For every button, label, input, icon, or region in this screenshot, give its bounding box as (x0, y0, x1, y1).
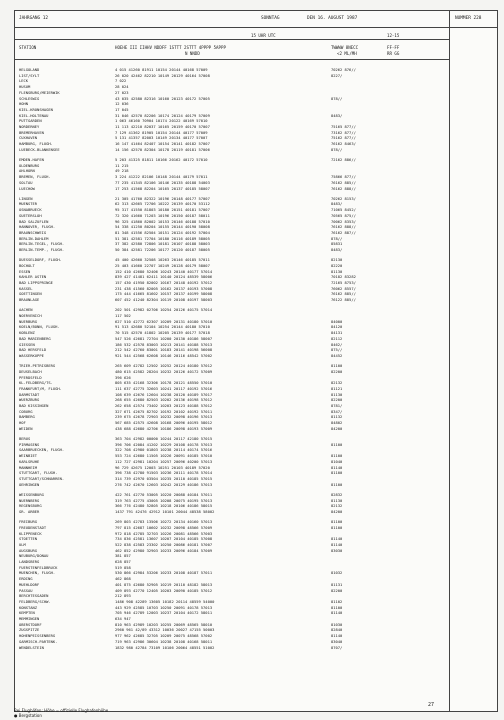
station-name: AUGSBURG (19, 548, 38, 553)
period-label: 12-15 (387, 33, 400, 38)
station-name: CUXHAVEN (19, 136, 38, 141)
synop-codes: 401 875 42680 52905 10219 20110 48182 58013 (115, 582, 213, 587)
station-name: KARLSRUHE (19, 459, 40, 464)
report-header (15, 11, 497, 28)
synop-codes: 396 738 42780 91503 10236 20111 40178 57014 (115, 471, 213, 476)
station-name: ULM (19, 542, 26, 547)
synop-codes: 1832 980 42784 73109 10106 20064 48551 51002 (115, 645, 215, 650)
station-name: BAD LIPPSPRINGE (19, 281, 53, 285)
synop-codes: 43 035 42580 82316 10160 20123 40172 57005 (115, 96, 210, 101)
weather-groups: 82132 (331, 381, 343, 386)
weather-groups: 76162 885// (331, 292, 356, 297)
station-name: GOETTINGEN (19, 292, 42, 297)
synop-codes: 14 156 42570 82304 10178 20119 40181 57006 (115, 147, 210, 152)
col-codes-subheader: N NNDD (185, 51, 200, 56)
synop-codes: 26 020 42462 82210 10149 20129 40164 57008 (115, 73, 210, 78)
station-name: KONSTANZ (19, 605, 38, 610)
weather-groups: 81131 (331, 582, 343, 587)
station-name: WASSERKUPPE (19, 353, 44, 358)
station-name: WEIDEN (19, 426, 33, 431)
legend-mountain-note: ● Bergstation (14, 713, 42, 718)
station-name: GIESSEN (19, 342, 35, 347)
synop-codes: 175 444 41665 81602 10157 20137 40199 58008 (115, 292, 213, 297)
station-name: BAD MARIENBERG (19, 336, 51, 341)
station-name: OLDENBURG (19, 163, 40, 168)
weather-groups: 81130 (331, 392, 343, 397)
synop-codes: 96 729 42675 12003 10251 20103 40189 57020 (115, 465, 210, 470)
weather-groups: 878// (331, 96, 343, 101)
weather-groups: 72165 8753/ (331, 281, 356, 285)
weather-groups: 84200 (331, 426, 343, 431)
station-name: WEISSENBURG (19, 492, 44, 497)
weather-groups: 73162 877// (331, 130, 356, 135)
station-name: LINGEN (19, 196, 33, 201)
weather-groups: 76162 887// (331, 230, 356, 235)
station-row (15, 509, 497, 515)
synop-codes: 628 857 (115, 560, 131, 564)
synop-codes: 268 655 42680 82503 10202 20136 40198 57012 (115, 398, 213, 403)
station-name: WEINBIET (19, 454, 38, 459)
station-name: WUERZBURG (19, 398, 40, 403)
weather-groups: 76162 8463/ (331, 142, 356, 147)
synop-codes: 186 532 42578 83003 10213 20141 40188 57013 (115, 342, 213, 347)
weather-groups: 81100 (331, 364, 343, 369)
synop-codes: 422 761 42770 53005 10220 20088 40184 57011 (115, 492, 213, 497)
synop-codes: 921 544 42568 62608 10146 20116 48542 57002 (115, 353, 213, 358)
synop-codes: 212 893 (115, 594, 131, 599)
weather-groups: 81100 (331, 442, 343, 447)
station-name: TRIER-PETRISBERG (19, 364, 56, 369)
synop-codes: 734 836 42581 13607 10207 20104 40185 57008 (115, 537, 213, 542)
station-name: EMDEN-HAFEN (19, 158, 44, 162)
weather-groups: 84131 (331, 331, 343, 336)
weather-groups: 82112 (331, 336, 343, 341)
station-name: BREMEN, FLUGH. (19, 175, 51, 180)
issue-number: NUMMER 228 (455, 16, 482, 21)
synop-codes: 719 963 42986 30604 10238 20108 40168 58011 (115, 639, 213, 644)
station-name: PUTTGARDEN (19, 119, 42, 124)
station-name: SCHLESWIG (19, 96, 40, 101)
station-row (15, 426, 497, 432)
legend-airport-note: Bei Flughäfen: Höhe = offizielle Flughafenhöhe (14, 708, 109, 713)
weather-groups: 875// (331, 348, 343, 353)
station-name: STUTTGART/SCHNARREN. (19, 476, 65, 481)
synop-codes: 839 427 41481 62411 10140 20124 48539 58006 (115, 275, 213, 280)
synop-codes: 276 742 42670 12603 10242 20129 40186 57013 (115, 482, 213, 487)
station-name: MUEHLDORF (19, 582, 40, 587)
weather-groups: 81140 (331, 542, 343, 547)
station-name: BRAUNSCHWEIG (19, 230, 47, 235)
synop-codes: 96 325 41860 82002 10153 20146 40188 57010 (115, 219, 210, 224)
station-name: HANNOVER, FLUGH. (19, 225, 56, 230)
synop-codes: 111 637 42775 32603 10241 20117 40192 57016 (115, 386, 213, 391)
legend (14, 708, 108, 718)
weather-groups: 81100 (331, 520, 343, 525)
station-name: KIEL-HOLTENAU (19, 113, 49, 118)
synop-codes: 462 868 (115, 577, 131, 582)
station-name: NOERVENICH (19, 314, 42, 318)
station-row (15, 297, 497, 303)
weather-groups: 81102 (331, 599, 343, 604)
station-name: KOELN/BONN, FLUGH. (19, 325, 60, 330)
synop-codes: 77 235 41345 82106 10146 20135 40188 54003 (115, 180, 210, 185)
weather-groups: 84000 (331, 319, 343, 324)
synop-codes: 51 381 42581 72704 10180 20116 40189 58005 (115, 236, 210, 241)
synop-codes: 50 384 42581 72206 10177 20120 40187 58005 (115, 248, 210, 252)
station-name: GR. ARBER (19, 509, 40, 514)
weather-groups: 878// (331, 147, 343, 152)
weather-groups: 8483/ (331, 248, 343, 252)
station-name: STUTTGART, FLUGH. (19, 471, 58, 476)
synop-codes: 7 022 (115, 79, 127, 84)
weather-groups: 76162 888// (331, 186, 356, 191)
synop-codes: 239 675 42678 72903 10232 20098 40196 57013 (115, 415, 213, 420)
station-name: PFERDSFELD (19, 375, 42, 380)
weather-groups: 76162 885// (331, 180, 356, 185)
col-pf-subheader: RR GG (387, 51, 400, 56)
station-name: BERUS (19, 437, 31, 441)
station-name: BERCHTESGADEN (19, 594, 49, 599)
weather-groups: 8707/ (331, 645, 343, 650)
station-name: ESSEN (19, 269, 31, 274)
weather-groups: 72162 886// (331, 158, 356, 162)
weather-groups: 82132 (331, 504, 343, 509)
synop-codes: 37 382 42580 72806 10181 20107 40188 58003 (115, 242, 210, 247)
station-name: KIEL-KRONSHAGEN (19, 107, 53, 112)
day-label: SONNTAG (261, 16, 280, 21)
weather-groups: 82200 (331, 369, 343, 374)
weather-groups: 81121 (331, 386, 343, 391)
weather-groups: 8462/ (331, 342, 343, 347)
synop-codes: 45 400 42660 32508 10263 20146 40185 57011 (115, 258, 210, 263)
station-name: BAMBERG (19, 415, 35, 420)
station-row (15, 186, 497, 192)
weather-groups: 70262 8153/ (331, 196, 356, 201)
synop-codes: 5 203 41325 81811 10166 20162 40172 57010 (115, 158, 208, 162)
station-name: FREIBURG (19, 520, 38, 525)
station-name: DEUSELBACH (19, 369, 42, 374)
weather-groups: 82130 (331, 258, 343, 263)
observation-time: 15 UHR UTC (251, 33, 276, 38)
station-name: KOBLENZ (19, 331, 35, 336)
weather-groups: 75165 877// (331, 125, 356, 129)
weather-groups: 82200 (331, 588, 343, 593)
station-name: BERLIN-DAHLEM (19, 236, 49, 241)
synop-codes: 12 036 (115, 102, 129, 107)
synop-codes: 11 215 (115, 163, 129, 168)
date-label: DEN 16. AUGUST 1987 (307, 16, 358, 21)
station-name: NUERNBERG (19, 498, 40, 503)
station-row (15, 247, 497, 253)
synop-codes: 54 338 41250 80204 10155 20144 40190 58008 (115, 225, 210, 230)
synop-codes: 797 815 42687 10602 10232 20098 48566 57009 (115, 525, 213, 530)
synop-codes: 70 515 42570 41802 10205 20139 40177 57018 (115, 331, 210, 336)
station-name: SAARBRUECKEN, FLUGH. (19, 448, 65, 453)
station-name: OSNABRUECK (19, 208, 42, 213)
synop-codes: 396 626 (115, 375, 131, 380)
synop-codes: 519 858 (115, 565, 131, 570)
station-name: FRANKFURT/M, FLUGH. (19, 386, 62, 391)
weather-groups: 75162 877// (331, 136, 356, 141)
station-name: KL.FELDBERG/TS. (19, 381, 53, 386)
station-name: KEMPTEN (19, 611, 35, 616)
synop-codes: 1486 908 42289 13605 10182 20114 48559 54000 (115, 599, 215, 604)
station-name: LIST/SYLT (19, 73, 40, 78)
station-name: DARMSTADT (19, 392, 40, 397)
synop-codes: 2960 961 42/89 43312 10036 20027 47155 50003 (115, 628, 215, 633)
synop-codes: 3 224 41222 82106 10148 20144 40179 57011 (115, 175, 208, 180)
synop-codes: 462 852 42980 32903 10233 20096 40184 57009 (115, 548, 213, 553)
station-name: HAMBURG, FLUGH. (19, 142, 53, 147)
synop-codes: 396 706 42084 41202 10229 20108 40178 57013 (115, 442, 213, 447)
time-divider (15, 39, 449, 40)
synop-codes: 530 866 42984 53206 10233 20108 40187 57011 (115, 571, 213, 576)
synop-codes: 72 320 41660 71203 10196 20150 40187 58011 (115, 213, 210, 218)
station-name: LECK (19, 79, 29, 84)
station-name: KASSEL (19, 286, 33, 291)
synop-codes: 810 963 42989 10203 10255 20069 48565 58010 (115, 622, 213, 627)
station-name: KAHLER ASTEN (19, 275, 47, 280)
synop-codes: 409 893 42770 12405 10203 20090 40185 57012 (115, 588, 213, 593)
station-name: PASSAU (19, 588, 33, 593)
station-name: STOETTEN (19, 537, 38, 542)
synop-codes: 438 688 42680 42706 10186 20098 40193 57009 (115, 426, 213, 431)
synop-codes: 95 317 41550 81803 10180 20151 40181 57007 (115, 208, 210, 213)
station-name: GARMISCH-PARTENK. (19, 639, 58, 644)
station-name: NEUBURG/DONAU (19, 554, 49, 559)
synop-codes: 157 430 41950 82002 10167 20148 40192 57012 (115, 281, 213, 285)
station-row (15, 482, 497, 488)
weather-groups: 76062 8557/ (331, 286, 356, 291)
synop-codes: 314 739 42970 03504 10235 20110 40185 57015 (115, 476, 213, 481)
weather-groups: 81100 (331, 605, 343, 610)
station-name: HUSUM (19, 85, 31, 90)
station-name: BRAUNLAGE (19, 298, 40, 303)
synop-codes: 7 129 41362 81905 10154 20144 40177 57009 (115, 130, 208, 135)
synop-codes: 81 348 41556 82504 10151 20124 40192 57004 (115, 230, 210, 235)
station-name: LANDSBERG (19, 560, 40, 564)
weather-groups: 84200 (331, 509, 343, 514)
weather-groups: 83040 (331, 639, 343, 644)
weather-groups: 82200 (331, 398, 343, 403)
station-name: MANNHEIM (19, 465, 38, 470)
synop-codes: 1 063 46160 70904 10174 20122 40169 57010 (115, 119, 208, 124)
synop-codes: 262 658 42574 73402 10203 20123 40188 57012 (115, 404, 213, 408)
synop-codes: 567 685 42575 42608 10168 20096 40195 58012 (115, 421, 213, 426)
station-row (15, 147, 497, 153)
synop-codes: 443 929 42585 10703 10250 20091 40178 57013 (115, 605, 213, 610)
station-name: AHLHORN (19, 169, 35, 174)
weather-groups: 71065 8452/ (331, 208, 356, 213)
station-name: HOHN (19, 102, 29, 107)
weather-groups: 8483/ (331, 202, 343, 207)
weather-groups: 70062 8353/ (331, 219, 356, 224)
synop-codes: 25 403 41660 22707 10249 20128 40179 58007 (115, 263, 210, 268)
synop-codes: 16 147 41464 82407 10154 20141 40182 57007 (115, 142, 210, 147)
weather-groups: 81100 (331, 482, 343, 487)
station-name: ZUGSPITZE (19, 628, 40, 633)
weather-groups: 81132 (331, 415, 343, 420)
synop-codes: 212 542 42760 83001 10183 20141 40198 56008 (115, 348, 213, 353)
synop-codes: 117 502 (115, 314, 131, 318)
station-name: HOHENPEISSENBERG (19, 634, 56, 639)
station-name: MUENCHEN, FLUGH. (19, 571, 56, 576)
header-divider (15, 59, 449, 60)
weather-groups: 81140 (331, 634, 343, 639)
station-name: FREUDENSTADT (19, 525, 47, 530)
station-name: PIRMASENS (19, 442, 40, 447)
synop-codes: 202 501 42982 02706 10254 20126 40175 57014 (115, 308, 213, 313)
legend-mountain-text: Bergstation (18, 713, 42, 718)
station-name: OBERSTDORF (19, 622, 42, 627)
synop-codes: 805 635 42168 32306 10178 20121 48550 57010 (115, 381, 213, 386)
weather-groups: 8483/ (331, 113, 343, 118)
weather-groups: 81140 (331, 465, 343, 470)
station-name: FUERSTENFELDBRUCK (19, 565, 58, 570)
weather-groups: 878// (331, 236, 343, 241)
weather-groups: 84120 (331, 325, 343, 330)
station-name: FELDBERG/SCHW. (19, 599, 51, 604)
station-name: BREMERHAVEN (19, 130, 44, 135)
station-row (15, 353, 497, 359)
weather-groups: 81130 (331, 269, 343, 274)
weather-groups: 70565 875// (331, 213, 356, 218)
station-name: MUENSTER (19, 202, 38, 207)
synop-codes: 21 305 41760 82322 10196 20148 40177 57007 (115, 196, 210, 201)
weather-report-sheet (14, 10, 498, 712)
weather-groups: 76122 885// (331, 298, 356, 303)
station-name: BAD HERSFELD (19, 348, 47, 353)
synop-codes: 634 947 (115, 617, 131, 621)
synop-codes: 1437 791 42476 42912 10101 20044 48538 58002 (115, 509, 215, 514)
col-codes-header: HOEHE III IIHHV NDDFF 1STTT 2STTT 4PPPP 5APPP (115, 45, 226, 50)
station-name: SOLTAU (19, 180, 33, 185)
page-number: 27 (428, 702, 435, 708)
weather-groups: 82840 (331, 628, 343, 633)
weather-groups: 8781/ (331, 404, 343, 408)
station-name: KLIPPENECK (19, 531, 42, 536)
synop-codes: 91 513 42680 52104 10254 20144 40180 57010 (115, 325, 210, 330)
synop-codes: 522 838 42583 23302 10250 20086 40181 57007 (115, 542, 213, 547)
synop-codes: 17 253 41568 82204 10165 20137 40185 58007 (115, 186, 210, 191)
weather-groups: 76162 888// (331, 225, 356, 230)
station-name: BAD KISSINGEN (19, 404, 49, 408)
synop-codes: 363 704 42982 00000 10244 20117 42180 57015 (115, 437, 213, 441)
station-name: BAD SALZUFLEN (19, 219, 49, 224)
synop-codes: 11 113 42210 82037 10165 20159 40170 57007 (115, 125, 210, 129)
synop-codes: 322 708 42980 01803 10238 20114 40174 57016 (115, 448, 213, 453)
station-name: FLENSBURG/MEIERWIK (19, 90, 60, 95)
station-name: DUESSELDORF, FLUGH. (19, 258, 62, 263)
weather-groups: 82220 (331, 263, 343, 268)
synop-codes: 972 818 42785 32703 10226 20081 48566 57003 (115, 531, 213, 536)
year-label: JAHRGANG 12 (19, 16, 49, 21)
weather-groups: 81140 (331, 537, 343, 542)
station-name: GUETERSLOH (19, 213, 42, 218)
station-name: MEMMINGEN (19, 617, 40, 621)
weather-groups: 81030 (331, 622, 343, 627)
weather-groups: 83030 (331, 548, 343, 553)
station-name: LUEBECK-BLANKENSEE (19, 147, 60, 152)
synop-codes: 547 526 42681 72704 10200 20130 40186 58007 (115, 336, 213, 341)
synop-codes: 31 046 42570 82206 10174 20124 40179 57009 (115, 113, 210, 118)
station-name: LUECHOW (19, 186, 35, 191)
synop-codes: 112 727 42981 10204 10257 20096 40200 57013 (115, 459, 213, 464)
station-name: NORDERNEY (19, 125, 40, 129)
synop-codes: 480 615 42582 28204 10232 20126 40172 57009 (115, 369, 213, 374)
synop-codes: 49 218 (115, 169, 129, 174)
col-tw-subheader: <2 ML/MH (337, 51, 357, 56)
synop-codes: 705 946 42789 12003 10237 20104 40172 58011 (115, 611, 213, 616)
weather-groups: 82832 (331, 492, 343, 497)
weather-groups: 8227/ (331, 73, 343, 78)
weather-groups: 8347/ (331, 409, 343, 414)
synop-codes: 17 045 (115, 107, 129, 112)
synop-codes: 269 803 42783 13506 10272 20134 40160 57013 (115, 520, 213, 525)
station-name: ERDING (19, 577, 33, 582)
synop-codes: 28 024 (115, 85, 129, 90)
weather-groups: 70262 876// (331, 68, 356, 72)
weather-groups: 81100 (331, 525, 343, 530)
weather-groups: 70182 83282 (331, 275, 356, 280)
station-name: AACHEN (19, 308, 33, 313)
synop-codes: 327 671 42675 82702 10192 20102 40192 57011 (115, 409, 213, 414)
synop-codes: 108 639 42676 12604 10238 20120 40189 57017 (115, 392, 213, 397)
station-name: BOCHOLT (19, 263, 35, 268)
weather-groups: 85831 (331, 242, 343, 247)
weather-groups: 75866 877// (331, 175, 356, 180)
synop-codes: 5 131 41357 82003 10149 20134 40177 57007 (115, 136, 208, 141)
station-name: BERLIN-TEMP., FLUGH. (19, 248, 65, 252)
weather-groups: 84452 (331, 353, 343, 358)
synop-codes: 366 776 42480 52805 10218 20106 40186 58015 (115, 504, 213, 509)
synop-codes: 977 962 42685 32705 10209 20075 48568 57002 (115, 634, 213, 639)
station-name: REGENSBURG (19, 504, 42, 509)
weather-groups: 81040 (331, 459, 343, 464)
synop-codes: 27 023 (115, 90, 129, 95)
synop-codes: 627 510 42772 62307 10209 20131 40180 57010 (115, 319, 213, 324)
col-tw-header: TWWWW 8NECC (331, 45, 359, 50)
col-station-header: STATION (19, 45, 37, 50)
synop-codes: 319 763 42775 43005 10208 20075 40195 57013 (115, 498, 213, 503)
weather-groups: 81032 (331, 571, 343, 576)
station-name: HOF (19, 421, 26, 426)
synop-codes: 152 410 42680 52406 10243 20140 40177 57014 (115, 269, 213, 274)
synop-codes: 265 609 42782 12502 10252 20124 40180 57012 (115, 364, 213, 369)
station-name: OEHRINGEN (19, 482, 40, 487)
synop-codes: 553 724 42680 11505 10226 20091 40185 57010 (115, 454, 213, 459)
synop-codes: 4 015 41260 81911 10154 20144 40168 57009 (115, 68, 208, 72)
synop-codes: 607 452 41240 82304 10119 20108 40197 58003 (115, 298, 213, 303)
weather-groups: 81100 (331, 471, 343, 476)
station-row (15, 645, 497, 651)
synop-codes: 381 857 (115, 554, 131, 559)
station-name: HELGOLAND (19, 68, 40, 72)
synop-codes: 62 313 42665 72706 10222 20139 40170 53112 (115, 202, 210, 207)
weather-groups: 81140 (331, 611, 343, 616)
station-name: COBURG (19, 409, 33, 414)
station-name: WENDELSTEIN (19, 645, 44, 650)
synop-codes: 231 438 41560 82005 10162 20137 40193 57008 (115, 286, 213, 291)
col-pf-header: FF-FF (387, 45, 400, 50)
station-name: BERLIN-TEGEL, FLUGH. (19, 242, 65, 247)
station-name: NUERBURG (19, 319, 38, 324)
weather-groups: 81100 (331, 454, 343, 459)
weather-groups: 81130 (331, 498, 343, 503)
weather-groups: 84802 (331, 421, 343, 426)
